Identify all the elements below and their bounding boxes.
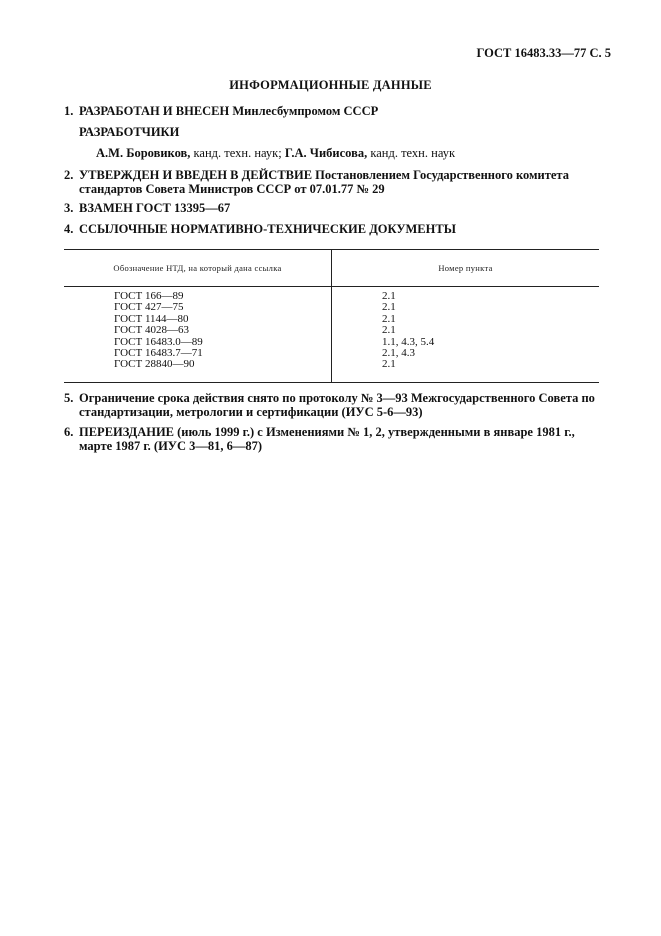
table-cell-doc: ГОСТ 166—89 bbox=[114, 290, 184, 302]
table-column-doc bbox=[114, 291, 203, 371]
item-text: Ограничение срока действия снято по протоколу № 3—93 Межгосударственного Совета по стандартизации, метрологии и сертификации (ИУС 5-6—93) bbox=[79, 391, 595, 419]
table-cell-doc: ГОСТ 28840—90 bbox=[114, 358, 195, 371]
info-item-1 bbox=[64, 104, 600, 118]
table-cell-doc: ГОСТ 16483.7—71 bbox=[114, 346, 203, 359]
table-cell-clause: 2.1 bbox=[382, 312, 396, 325]
table-cell-clause: 2.1 bbox=[382, 301, 396, 314]
table-cell-clause: 2.1 bbox=[382, 290, 396, 302]
table-cell-clause: 2.1 bbox=[382, 324, 396, 337]
table-column-clause bbox=[382, 291, 434, 371]
info-item-4 bbox=[64, 222, 600, 236]
item-text: ССЫЛОЧНЫЕ НОРМАТИВНО-ТЕХНИЧЕСКИЕ ДОКУМЕНТЫ bbox=[79, 222, 456, 236]
table-cell-doc: ГОСТ 4028—63 bbox=[114, 324, 189, 337]
table-cell-clause: 2.1, 4.3 bbox=[382, 346, 415, 359]
table-cell-doc: ГОСТ 427—75 bbox=[114, 301, 184, 314]
page-header: ГОСТ 16483.33—77 С. 5 bbox=[476, 46, 611, 60]
item-text: УТВЕРЖДЕН И ВВЕДЕН В ДЕЙСТВИЕ Постановлением Государственного комитета стандартов Совета Министров СССР от 07.01.77 № 29 bbox=[79, 168, 569, 196]
table-header-clause: Номер пункта bbox=[438, 263, 493, 273]
info-item-5 bbox=[64, 391, 600, 419]
item-number: 6. bbox=[64, 425, 74, 439]
item-number: 5. bbox=[64, 391, 74, 405]
item-number: 2. bbox=[64, 168, 74, 182]
developer-degree: канд. техн. наук bbox=[367, 146, 456, 160]
info-item-3 bbox=[64, 201, 600, 215]
table-cell-doc: ГОСТ 1144—80 bbox=[114, 312, 189, 325]
developer-name: Г.А. Чибисова, bbox=[284, 146, 368, 160]
developer-name: А.М. Боровиков, bbox=[96, 146, 191, 160]
table-header-doc: Обозначение НТД, на который дана ссылка bbox=[113, 263, 282, 273]
table-header-rule bbox=[64, 286, 599, 287]
item-number: 3. bbox=[64, 201, 74, 215]
table-cell-clause: 2.1 bbox=[382, 358, 396, 371]
table-cell-doc: ГОСТ 16483.0—89 bbox=[114, 335, 203, 348]
item-text: РАЗРАБОТАН И ВНЕСЕН Минлесбумпромом СССР bbox=[79, 104, 379, 118]
info-item-2 bbox=[64, 168, 600, 196]
item-number: 1. bbox=[64, 104, 74, 118]
developers-line bbox=[96, 146, 455, 161]
reference-table bbox=[64, 249, 599, 383]
item-text: ПЕРЕИЗДАНИЕ (июль 1999 г.) с Изменениями № 1, 2, утвержденными в январе 1981 г., марте 1987 г. (ИУС 3—81, 6—87) bbox=[79, 425, 575, 453]
item-number: 4. bbox=[64, 222, 74, 236]
page-title: ИНФОРМАЦИОННЫЕ ДАННЫЕ bbox=[229, 78, 432, 92]
table-cell-clause: 1.1, 4.3, 5.4 bbox=[382, 335, 435, 348]
item-text: ВЗАМЕН ГОСТ 13395—67 bbox=[79, 201, 231, 215]
info-item-6 bbox=[64, 425, 600, 453]
developers-label: РАЗРАБОТЧИКИ bbox=[79, 125, 180, 139]
developer-degree: канд. техн. наук; bbox=[190, 146, 285, 160]
